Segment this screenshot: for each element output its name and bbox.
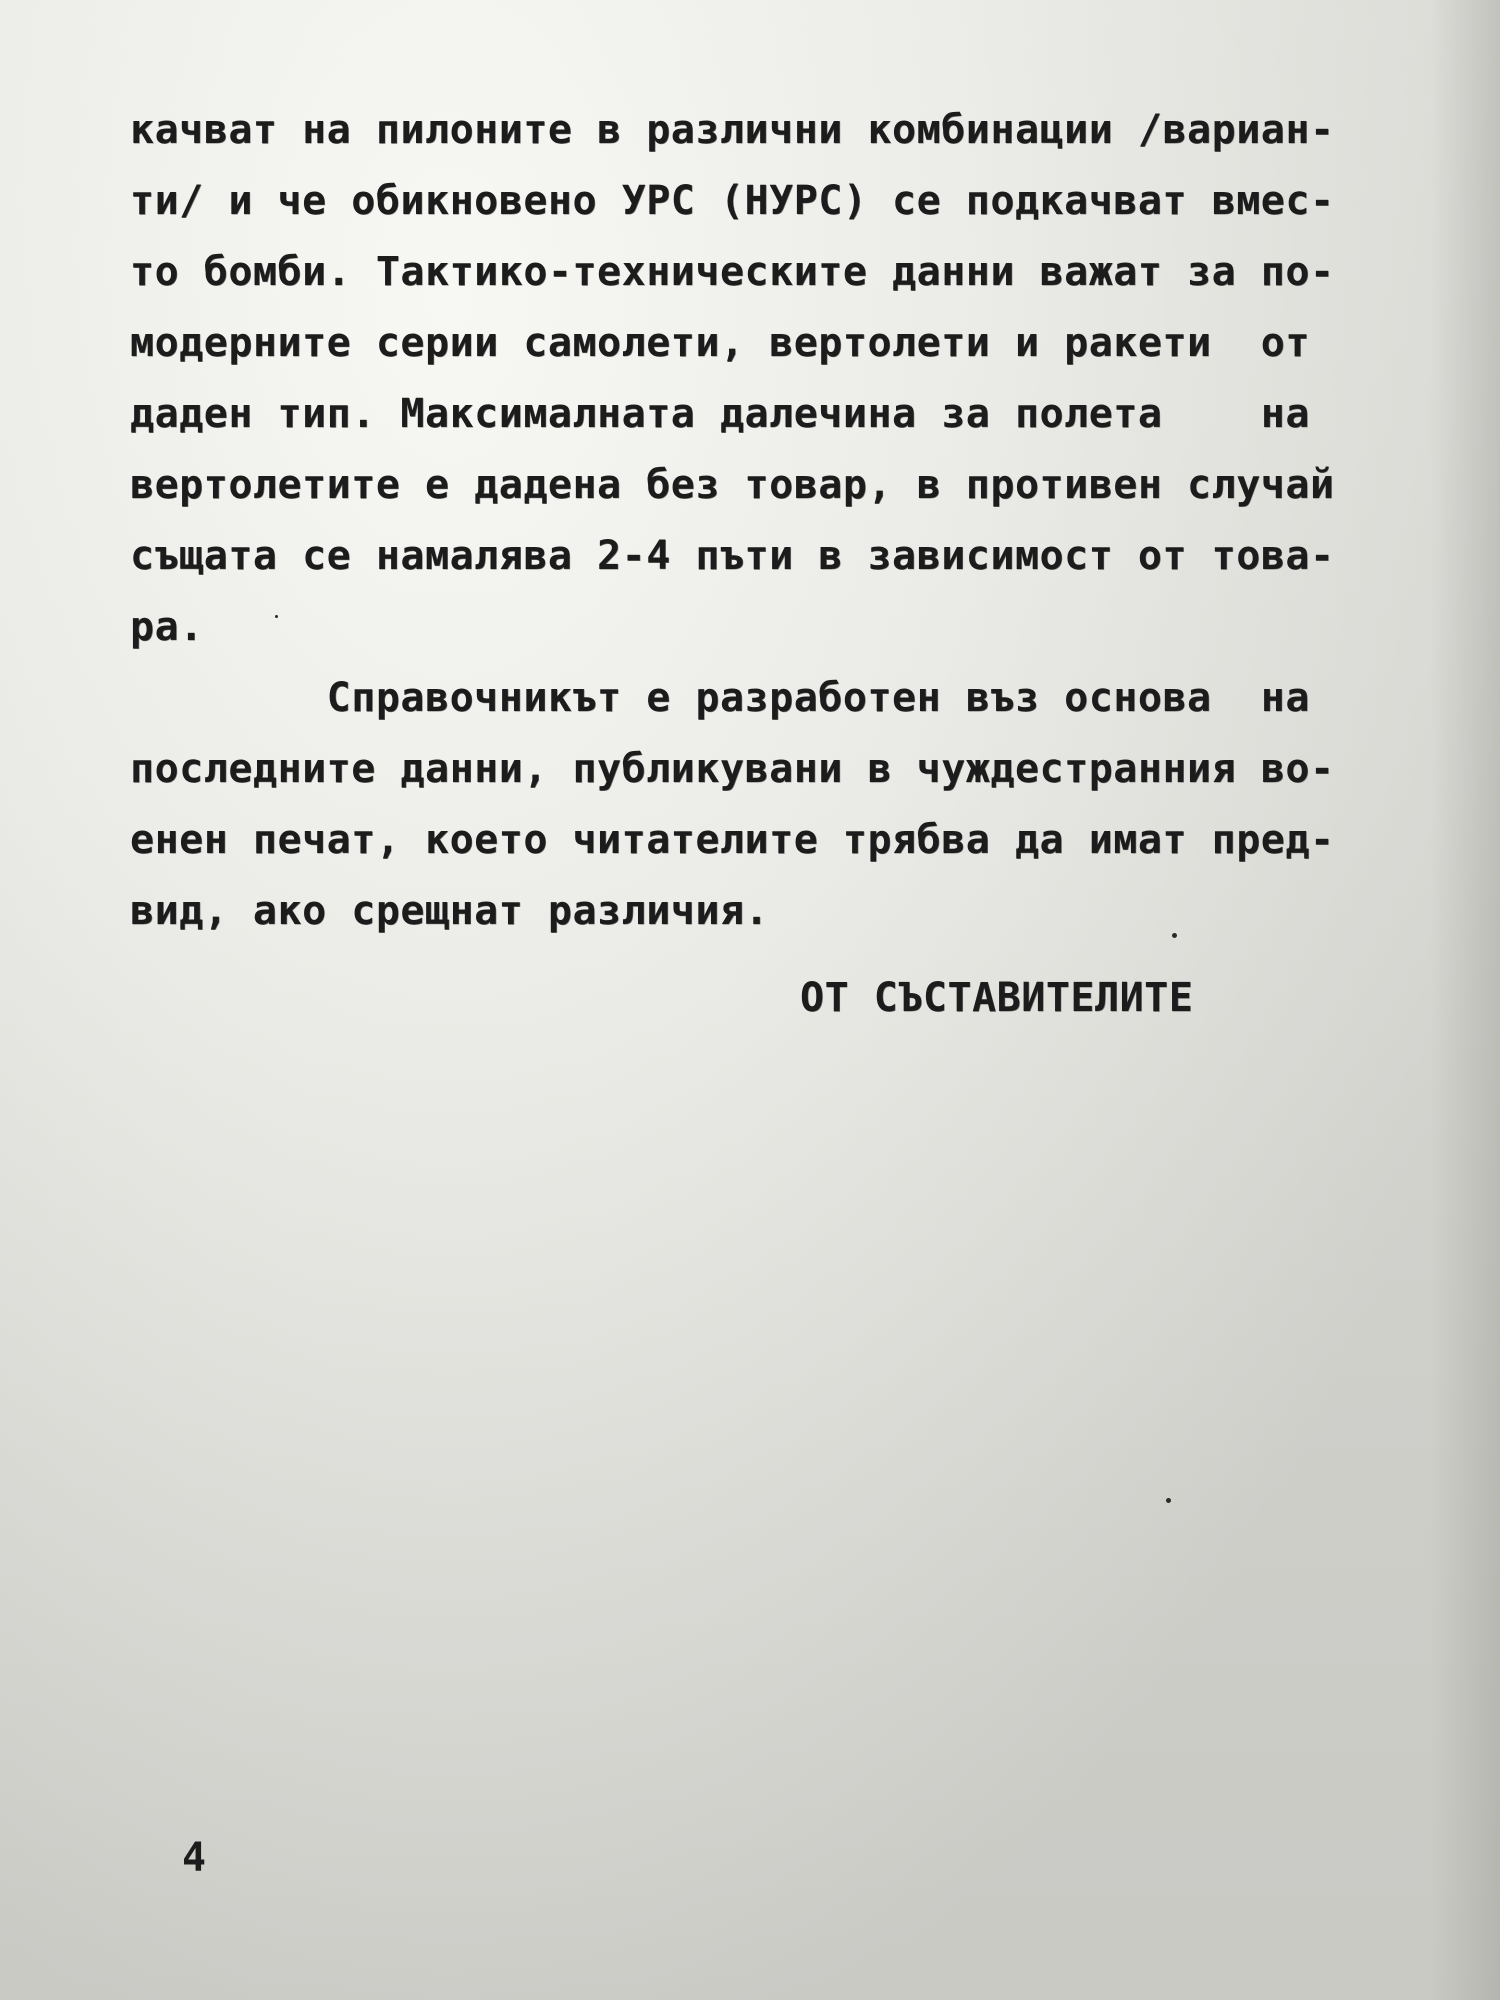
text-line: ра.: [130, 604, 204, 650]
text-line: същата се намалява 2-4 пъти в зависимост от това-: [130, 533, 1335, 579]
body-text: [130, 95, 1450, 947]
signature-line: ОТ СЪСТАВИТЕЛИТЕ: [800, 975, 1194, 1021]
text-line: модерните серии самолети, вертолети и ракети от: [130, 320, 1310, 366]
text-line: последните данни, публикувани в чуждестранния во-: [130, 746, 1335, 792]
text-line: енен печат, което читателите трябва да имат пред-: [130, 817, 1335, 863]
text-line: даден тип. Максималната далечина за полета на: [130, 391, 1310, 437]
text-line: вид, ако срещнат различия.: [130, 888, 770, 934]
text-line: Справочникът е разработен въз основа на: [130, 675, 1310, 721]
text-line: качват на пилоните в различни комбинации /вариан-: [130, 107, 1335, 153]
ink-speck: [1166, 1498, 1171, 1503]
text-line: вертолетите е дадена без товар, в противен случай: [130, 462, 1335, 508]
text-line: ти/ и че обикновено УРС (НУРС) се подкачват вмес-: [130, 178, 1335, 224]
text-line: то бомби. Тактико-техническите данни важат за по-: [130, 249, 1335, 295]
ink-speck: [1172, 933, 1177, 938]
paragraph-1: [130, 95, 1450, 663]
paragraph-2: [130, 663, 1450, 947]
ink-speck: [275, 615, 278, 618]
page-number: 4: [182, 1835, 207, 1881]
